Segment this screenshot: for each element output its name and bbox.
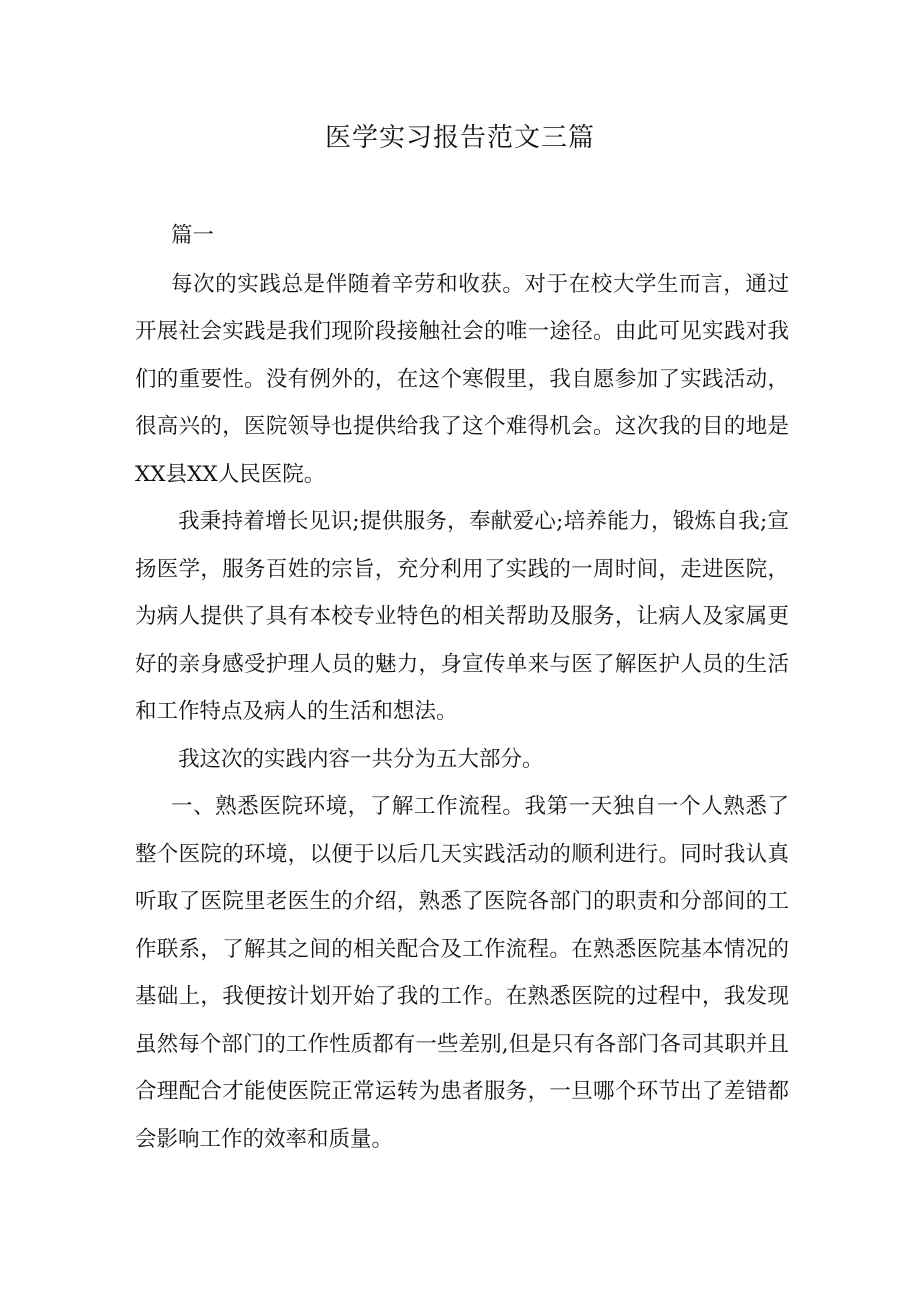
document-body	[135, 212, 789, 1163]
paragraph-overview: 我这次的实践内容一共分为五大部分。	[178, 746, 544, 772]
document-title: 医学实习报告范文三篇	[324, 123, 595, 153]
paragraph-part-one: 一、熟悉医院环境，了解工作流程。我第一天独自一个人熟悉了整个医院的环境，以便于以后几天实践活动的顺利进行。同时我认真听取了医院里老医生的介绍，熟悉了医院各部门的职责和分部间的工作联系，了解其之间的相关配合及工作流程。在熟悉医院基本情况的基础上，我便按计划开始了我的工作。在熟悉医院的过程中，我发现虽然每个部门的工作性质都有一些差别,但是只有各部门各司其职并且合理配合才能使医院正常运转为患者服务，一旦哪个环节出了差错都会影响工作的效率和质量。	[135, 794, 789, 1152]
paragraph-purpose: 我秉持着增长见识;提供服务，奉献爱心;培养能力，锻炼自我;宣扬医学，服务百姓的宗旨，充分利用了实践的一周时间，走进医院，为病人提供了具有本校专业特色的相关帮助及服务，让病人及家属更好的亲身感受护理人员的魅力，身宣传单来与医了解医护人员的生活和工作特点及病人的生活和想法。	[135, 509, 789, 724]
section-heading: 篇一	[171, 223, 215, 248]
paragraph-intro: 每次的实践总是伴随着辛劳和收获。对于在校大学生而言，通过开展社会实践是我们现阶段接触社会的唯一途径。由此可见实践对我们的重要性。没有例外的，在这个寒假里，我自愿参加了实践活动，很高兴的，医院领导也提供给我了这个难得机会。这次我的目的地是XX县XX人民医院。	[135, 271, 789, 487]
